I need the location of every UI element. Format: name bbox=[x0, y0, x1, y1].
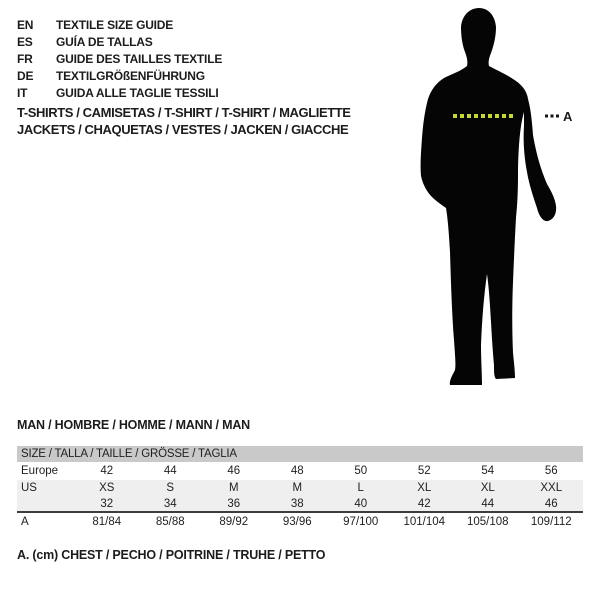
size-cell: 109/112 bbox=[520, 512, 584, 530]
language-code: FR bbox=[17, 51, 33, 66]
size-cell: 44 bbox=[456, 496, 520, 512]
size-cell: 46 bbox=[227, 465, 241, 477]
category-line-tshirts: T-SHIRTS / CAMISETAS / T-SHIRT / T-SHIRT / MAGLIETTE bbox=[17, 105, 351, 120]
size-cell: 40 bbox=[329, 496, 393, 512]
size-table bbox=[17, 446, 583, 530]
man-silhouette bbox=[421, 8, 557, 385]
size-cell: XL bbox=[393, 480, 457, 496]
size-cell: 50 bbox=[354, 465, 368, 477]
measurement-footnote: A. (cm) CHEST / PECHO / POITRINE / TRUHE / PETTO bbox=[17, 548, 326, 562]
size-cell: 56 bbox=[544, 465, 558, 477]
size-cell: 34 bbox=[139, 496, 203, 512]
size-cell: 81/84 bbox=[75, 512, 139, 530]
size-cell: 38 bbox=[266, 496, 330, 512]
size-cell: 52 bbox=[417, 465, 431, 477]
language-row-fr bbox=[17, 50, 222, 67]
language-label: GUIDE DES TAILLES TEXTILE bbox=[56, 51, 223, 66]
table-row-chest-a bbox=[17, 512, 583, 530]
size-cell: 32 bbox=[75, 496, 139, 512]
size-cell: XXL bbox=[520, 480, 584, 496]
language-row-es bbox=[17, 33, 222, 50]
language-row-en bbox=[17, 16, 222, 33]
table-header-row bbox=[17, 446, 583, 462]
category-heading bbox=[17, 104, 351, 138]
language-list bbox=[17, 16, 222, 101]
row-label: Europe bbox=[21, 465, 59, 477]
size-cell: L bbox=[329, 480, 393, 496]
language-label: GUIDA ALLE TAGLIE TESSILI bbox=[56, 85, 219, 100]
size-cell: S bbox=[139, 480, 203, 496]
size-cell: 42 bbox=[393, 496, 457, 512]
size-cell: M bbox=[266, 480, 330, 496]
language-label: GUÍA DE TALLAS bbox=[56, 34, 153, 49]
size-cell: 54 bbox=[481, 465, 495, 477]
language-code: DE bbox=[17, 68, 34, 83]
language-row-de bbox=[17, 67, 222, 84]
size-cell: 42 bbox=[100, 465, 114, 477]
language-code: ES bbox=[17, 34, 33, 49]
row-label bbox=[17, 496, 75, 512]
table-row-numeric bbox=[17, 496, 583, 512]
gender-heading: MAN / HOMBRE / HOMME / MANN / MAN bbox=[17, 418, 250, 432]
language-code: IT bbox=[17, 85, 28, 100]
size-cell: 101/104 bbox=[393, 512, 457, 530]
row-label: US bbox=[17, 480, 75, 496]
size-cell: 85/88 bbox=[139, 512, 203, 530]
size-cell: 44 bbox=[163, 465, 177, 477]
category-line-jackets: JACKETS / CHAQUETAS / VESTES / JACKEN / GIACCHE bbox=[17, 122, 349, 137]
size-cell: 36 bbox=[202, 496, 266, 512]
size-cell: XL bbox=[456, 480, 520, 496]
size-cell: 46 bbox=[520, 496, 584, 512]
table-row-us bbox=[17, 480, 583, 496]
language-label: TEXTILE SIZE GUIDE bbox=[56, 17, 174, 32]
table-header-label: SIZE / TALLA / TAILLE / GRÖSSE / TAGLIA bbox=[17, 446, 583, 462]
size-figure bbox=[410, 0, 600, 400]
row-label: A bbox=[17, 512, 75, 530]
size-cell: XS bbox=[75, 480, 139, 496]
size-cell: 105/108 bbox=[456, 512, 520, 530]
size-cell: 97/100 bbox=[329, 512, 393, 530]
size-cell: M bbox=[202, 480, 266, 496]
language-label: TEXTILGRÖßENFÜHRUNG bbox=[56, 68, 205, 83]
table-row-europe bbox=[17, 462, 583, 480]
size-cell: 93/96 bbox=[266, 512, 330, 530]
size-cell: 48 bbox=[290, 465, 304, 477]
measure-label-a: A bbox=[563, 109, 573, 124]
size-cell: 89/92 bbox=[202, 512, 266, 530]
language-row-it bbox=[17, 84, 222, 101]
language-code: EN bbox=[17, 17, 34, 32]
